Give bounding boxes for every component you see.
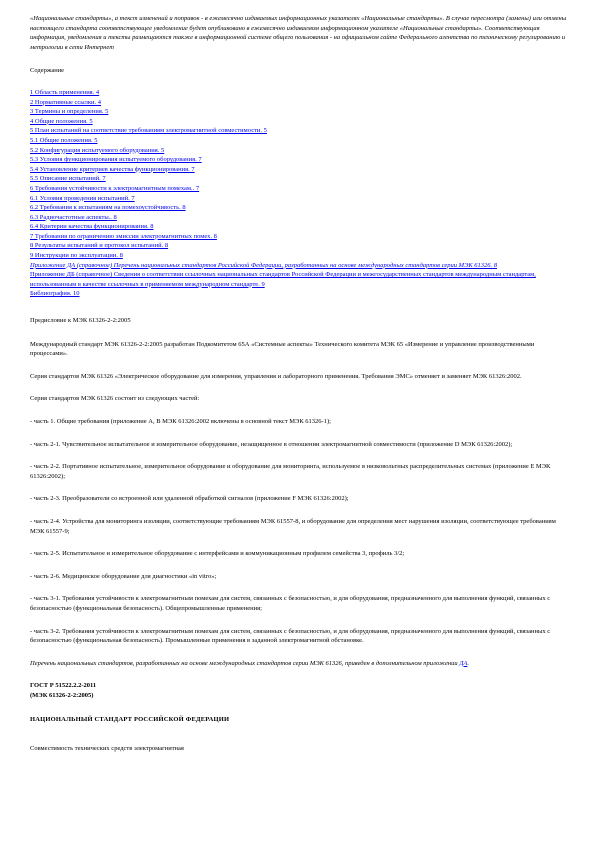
italic-note-end: . [467, 659, 469, 667]
toc-link[interactable]: 7 Требования по ограничению эмиссии электромагнитных помех. 8 [30, 232, 217, 240]
toc-item [30, 241, 570, 251]
toc-item [30, 270, 570, 289]
toc-item [30, 184, 570, 194]
toc-item [30, 117, 570, 127]
toc-link[interactable]: 5.5 Описание испытаний. 7 [30, 175, 106, 183]
toc-item [30, 251, 570, 261]
toc-link[interactable]: Библиография. 10 [30, 290, 80, 298]
toc-link[interactable]: 6.4 Критерии качества функционирования. 8 [30, 223, 154, 231]
toc-link[interactable]: 1 Область применения. 4 [30, 88, 100, 96]
toc-link[interactable]: 6 Требования устойчивости к электромагнитным помехам.. 7 [30, 184, 200, 192]
toc-item [30, 146, 570, 156]
preface-paragraph: - часть 1. Общие требования (приложение А, В МЭК 61326:2002 включены в основной текст МЭК 61326-1); [30, 418, 331, 425]
toc-link[interactable]: 5.3 Условия функционирования испытуемого оборудования. 7 [30, 156, 202, 164]
toc-link[interactable]: 5.2 Конфигурация испытуемого оборудования. 5 [30, 146, 165, 154]
standard-title: Совместимость технических средств электромагнитная [30, 745, 184, 753]
toc-link[interactable]: 3 Термины и определения. 5 [30, 108, 109, 116]
preface-paragraph: - часть 3-2. Требования устойчивости к электромагнитным помехам для систем, связанных с безопасностью, и для оборудования, предназначенного для выполнения функций, связанных с безопасностью (функциональная безопасность). Промышленные применения в заданной электромагнитной обстановке. [30, 627, 551, 645]
preface-paragraph: - часть 2-3. Преобразователи со встроенной или удаленной обработкой сигналов (приложение F МЭК 61326:2002); [30, 495, 349, 503]
preface-paragraph: - часть 3-1. Требования устойчивости к электромагнитным помехам для систем, связанных с безопасностью, и для оборудования, предназначенного для выполнения функций, связанных с безопасностью (функциональная безопасность). Общепромышленные применения; [30, 595, 551, 612]
toc-item [30, 136, 570, 146]
preface-body [30, 340, 570, 646]
toc-link[interactable]: Приложение ДБ (справочное) Сведения о соответствии ссылочных национальных стандартов Российской Федерации и межгосударственных стандартов международным стандартам, использованным в качестве ссылочных в применяемом международном стандарте. 9 [30, 271, 536, 288]
toc-link[interactable]: 2 Нормативные ссылки. 4 [30, 98, 102, 106]
toc-link[interactable]: 6.3 Радиочастотные аспекты.. 8 [30, 213, 117, 221]
toc-link[interactable]: 8 Результаты испытаний и протокол испытаний. 8 [30, 242, 169, 250]
italic-note-text: Перечень национальных стандартов, разработанных на основе международных стандартов серии МЭК 61326, приведен в дополнительном приложении [30, 659, 460, 667]
toc-item [30, 98, 570, 108]
toc-title: Содержание [30, 67, 65, 75]
toc-item [30, 88, 570, 98]
toc-link[interactable]: 6.2 Требования к испытаниям на помехоустойчивость. 8 [30, 204, 186, 212]
preface-paragraph: Серия стандартов МЭК 61326 состоит из следующих частей: [30, 395, 200, 403]
toc-item [30, 289, 570, 299]
document-page [30, 14, 570, 754]
preface-paragraph: - часть 2-4. Устройства для мониторинга изоляции, соответствующие требованиям МЭК 61557-8, и оборудование для определения мест нарушения изоляции, соответствующее требованиям МЭК 61557-9; [30, 517, 556, 535]
toc-item [30, 174, 570, 184]
table-of-contents [30, 88, 570, 299]
toc-link[interactable]: 4 Общие положения. 5 [30, 117, 93, 125]
toc-item [30, 126, 570, 136]
toc-item [30, 232, 570, 242]
preface-title: Предисловие к МЭК 61326-2-2:2005 [30, 317, 131, 325]
toc-link[interactable]: 5.4 Установление критериев качества функционирования. 7 [30, 165, 195, 173]
toc-item [30, 107, 570, 117]
toc-link[interactable]: 5.1 Общие положения. 5 [30, 136, 98, 144]
gost-designation: ГОСТ Р 51522.2.2-2011 [30, 682, 97, 690]
preface-paragraph: - часть 2-1. Чувствительное испытательное и измерительное оборудование, незащищенное в отношении электромагнитной совместимости (приложение D МЭК 61326:2002); [30, 440, 513, 448]
iec-designation: (МЭК 61326-2-2:2005) [30, 691, 94, 699]
preface-paragraph: Серия стандартов МЭК 61326 «Электрическое оборудование для измерения, управления и лабораторного применения. Требования ЭМС» отменяет и заменяет МЭК 61326:2002. [30, 372, 522, 380]
toc-item [30, 155, 570, 165]
toc-link[interactable]: 9 Инструкции по эксплуатации. 8 [30, 252, 123, 260]
preface-paragraph: - часть 2-6. Медицинское оборудование для диагностики «in vitro»; [30, 572, 217, 580]
preface-paragraph: Международный стандарт МЭК 61326-2-2:2005 разработан Подкомитетом 65А «Системные аспекты» Технического комитета МЭК 65 «Измерение и управление производственными процессами». [30, 340, 535, 358]
toc-link[interactable]: 5 План испытаний на соответствие требованиям электромагнитной совместимости. 5 [30, 127, 267, 135]
italic-note [30, 659, 570, 669]
intro-paragraph: «Национальные стандарты», а текст изменений и поправок - в ежемесячно издаваемых информационных указателях «Национальные стандарты». В случае пересмотра (замены) или отмены настоящего стандарта соответствующее уведомление будет опубликовано в ежемесячно издаваемом информационном указателе «Национальные стандарты». Соответствующая информация, уведомления и тексты размещаются также в информационной системе общего пользования - на официальном сайте Федерального агентства по техническому регулированию и метрологии в сети Интернет [30, 15, 567, 51]
standard-heading: НАЦИОНАЛЬНЫЙ СТАНДАРТ РОССИЙСКОЙ ФЕДЕРАЦИИ [30, 715, 230, 723]
toc-item [30, 222, 570, 232]
toc-item [30, 213, 570, 223]
preface-paragraph: - часть 2-5. Испытательное и измерительное оборудование с интерфейсами и коммуникационным профилем семейства 3, профиль 3/2; [30, 550, 405, 558]
toc-item [30, 203, 570, 213]
toc-item [30, 194, 570, 204]
toc-link[interactable]: 6.1 Условия проведения испытаний. 7 [30, 194, 135, 202]
annex-da-link[interactable]: ДА [459, 659, 468, 667]
toc-link[interactable]: Приложение ДА (справочное) Перечень национальных стандартов Российской Федерации, разработанных на основе международных стандартов серии МЭК 61326. 8 [30, 261, 498, 269]
toc-item [30, 261, 570, 271]
preface-paragraph: - часть 2-2. Портативное испытательное, измерительное оборудование и оборудование для мониторинга, используемое в низковольтных распределительных системах (приложение Е МЭК 61326:2002); [30, 463, 551, 480]
toc-item [30, 165, 570, 175]
